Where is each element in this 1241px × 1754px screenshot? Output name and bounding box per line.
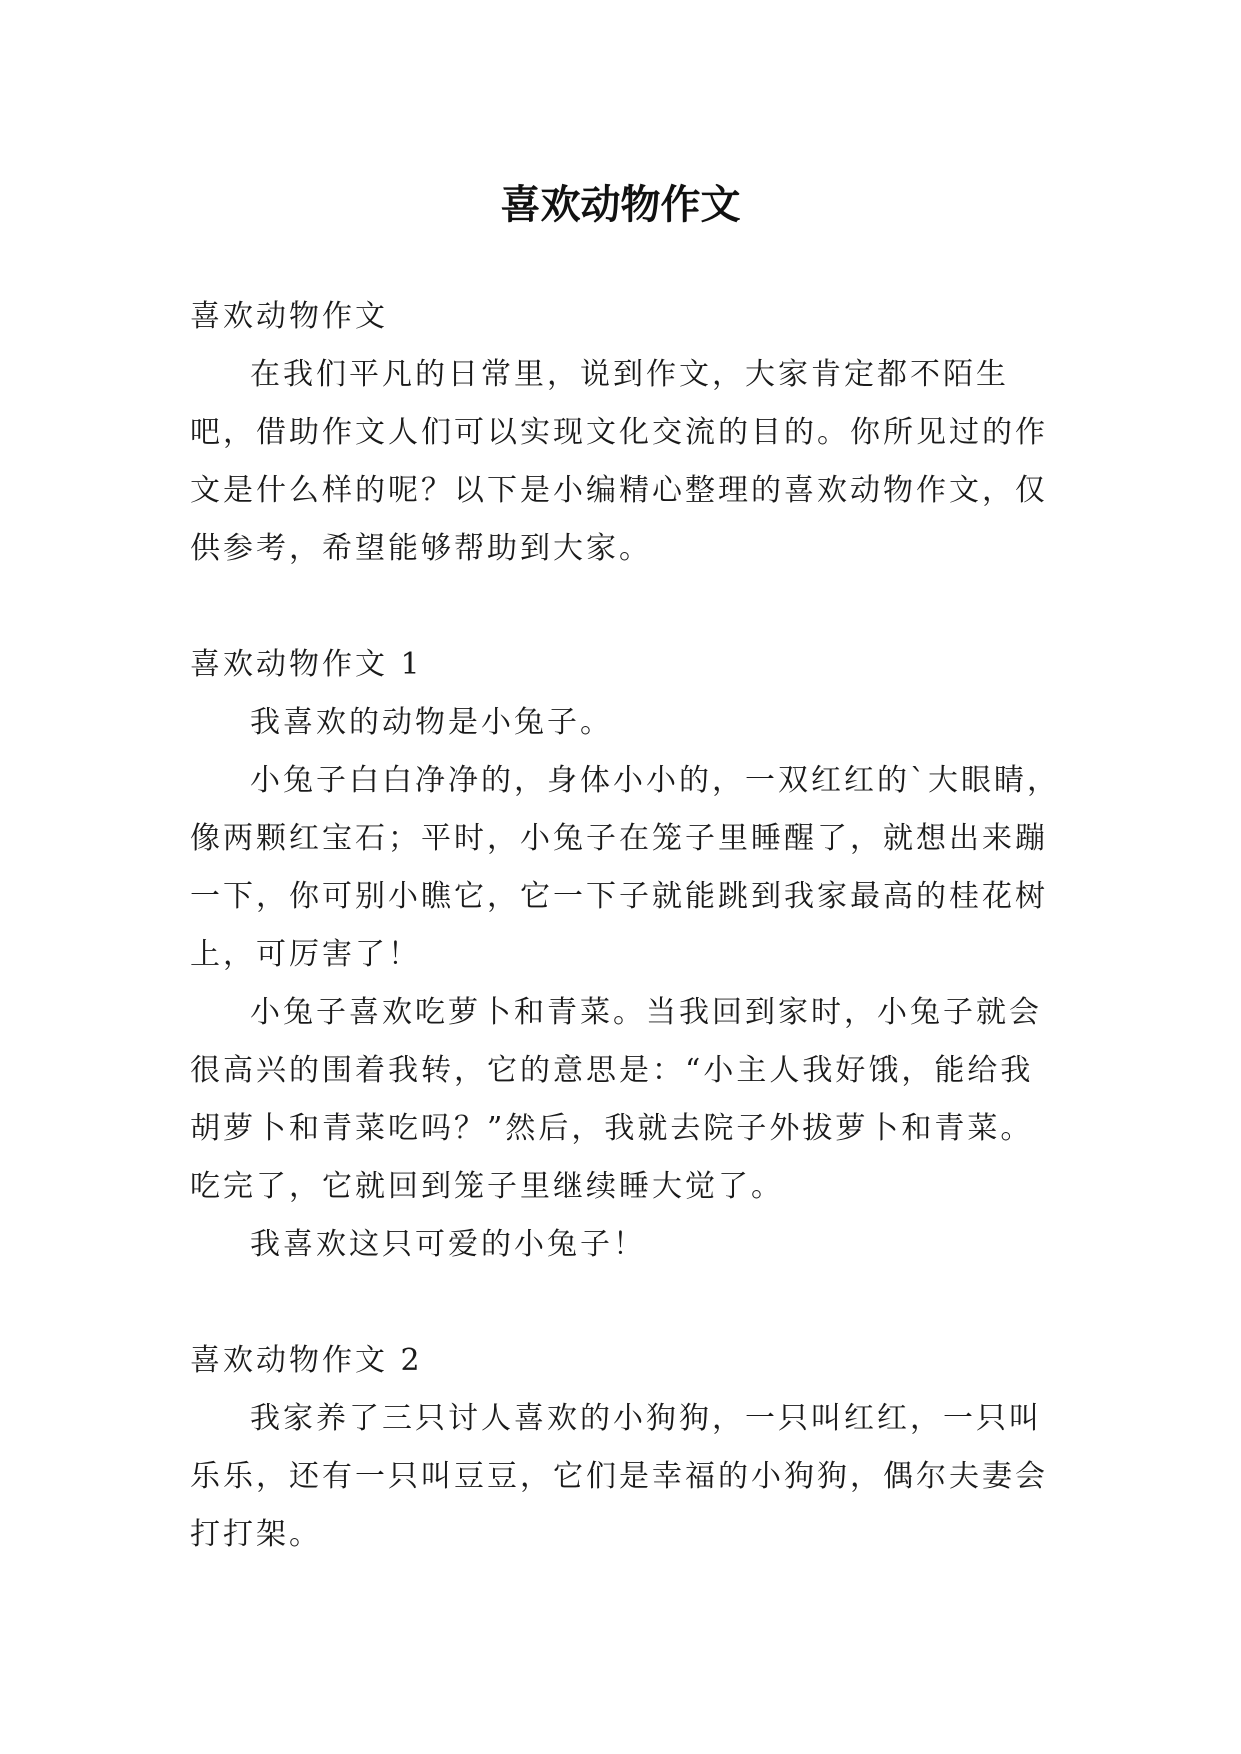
section-gap xyxy=(190,578,1060,636)
section-2-heading: 喜欢动物作文 2 xyxy=(190,1343,423,1378)
document-body xyxy=(190,288,1060,1564)
section-1-heading: 喜欢动物作文 1 xyxy=(190,647,423,682)
section-2-paragraph: 我家养了三只讨人喜欢的小狗狗，一只叫红红，一只叫乐乐，还有一只叫豆豆，它们是幸福的小狗狗，偶尔夫妻会打打架。 xyxy=(190,1401,1048,1552)
section-1-paragraph: 我喜欢的动物是小兔子。 xyxy=(250,705,613,740)
section-1-paragraph: 小兔子白白净净的，身体小小的，一双红红的`大眼睛，像两颗红宝石；平时，小兔子在笼子里睡醒了，就想出来蹦一下，你可别小瞧它，它一下子就能跳到我家最高的桂花树上，可厉害了！ xyxy=(190,763,1060,972)
section-1-paragraph: 小兔子喜欢吃萝卜和青菜。当我回到家时，小兔子就会很高兴的围着我转，它的意思是：“小主人我好饿，能给我胡萝卜和青菜吃吗？”然后，我就去院子外拔萝卜和青菜。吃完了，它就回到笼子里继续睡大觉了。 xyxy=(190,995,1042,1204)
document-title: 喜欢动物作文 xyxy=(500,180,741,228)
intro-heading: 喜欢动物作文 xyxy=(190,299,388,334)
section-1-paragraph: 我喜欢这只可爱的小兔子！ xyxy=(250,1227,646,1262)
intro-paragraph: 在我们平凡的日常里，说到作文，大家肯定都不陌生吧，借助作文人们可以实现文化交流的目的。你所见过的作文是什么样的呢？以下是小编精心整理的喜欢动物作文，仅供参考，希望能够帮助到大家。 xyxy=(190,357,1048,566)
section-gap xyxy=(190,1274,1060,1332)
